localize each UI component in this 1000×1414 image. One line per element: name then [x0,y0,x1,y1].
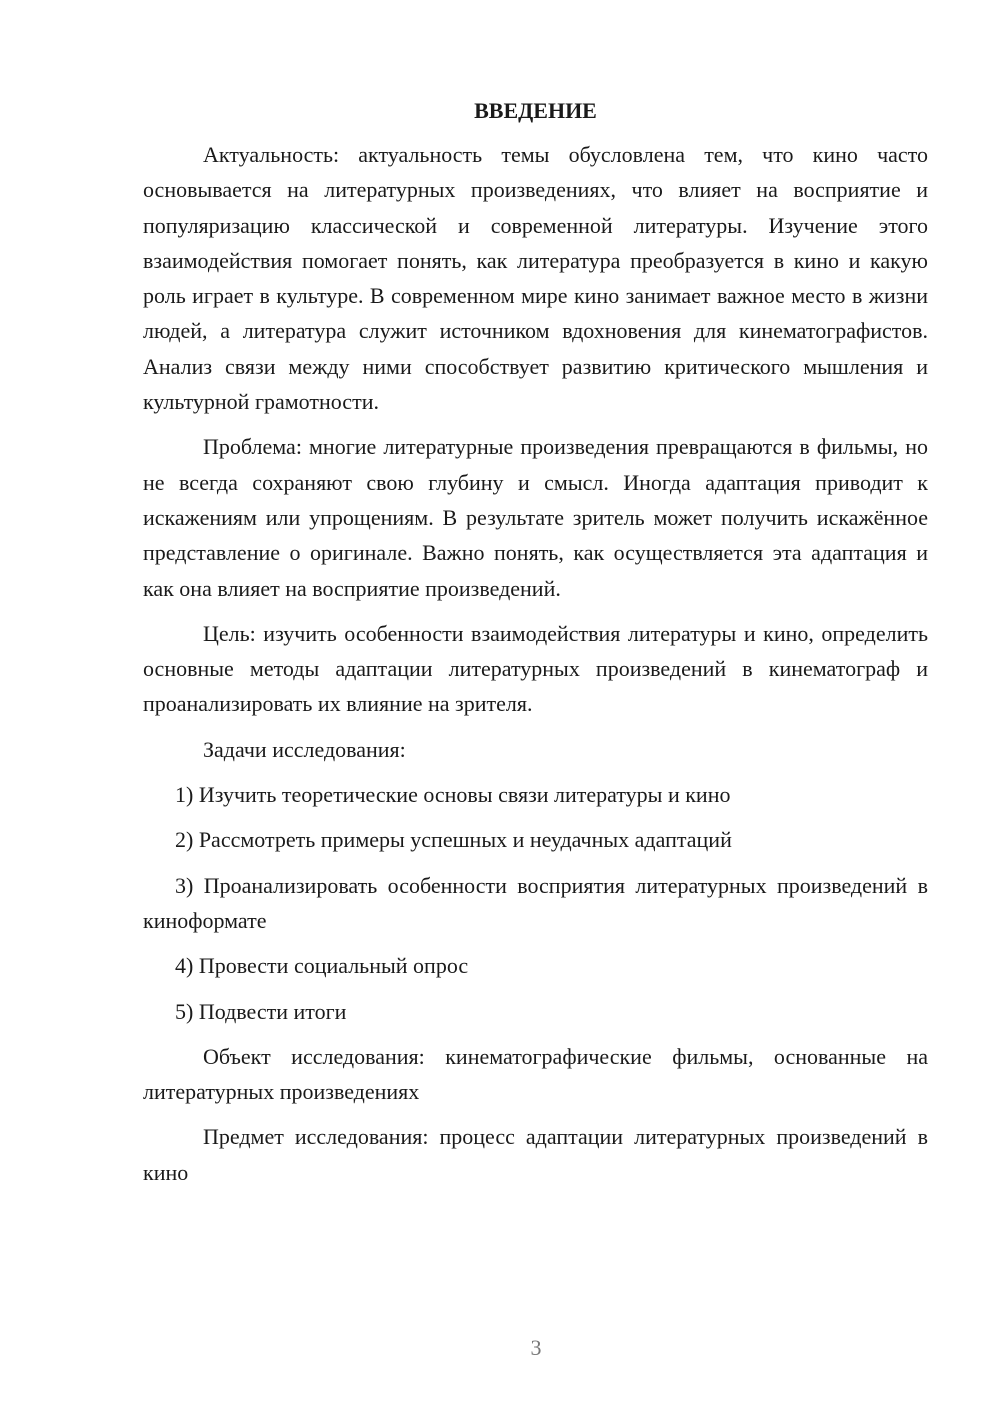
task-item-2: 2) Рассмотреть примеры успешных и неудачных адаптаций [175,827,732,853]
task-item-4: 4) Провести социальный опрос [175,953,469,979]
page-content [143,95,928,1200]
task-item-3: 3) Проанализировать особенности восприятия литературных произведений в киноформате [143,872,928,933]
tasks-heading: Задачи исследования: [203,736,406,762]
page-title: ВВЕДЕНИЕ [474,98,597,123]
task-item-1: 1) Изучить теоретические основы связи литературы и кино [175,782,731,808]
relevance-paragraph: Актуальность: актуальность темы обусловлена тем, что кино часто основывается на литературных произведениях, что влияет на восприятие и популяризацию классической и современной литературы. Изучение этого взаимодействия помогает понять, как литература преобразуется в кино и какую роль играет в культуре. В современном мире кино занимает важное место в жизни людей, а литература служит источником вдохновения для кинематографистов. Анализ связи между ними способствует развитию критического мышления и культурной грамотности. [143,142,928,415]
goal-paragraph: Цель: изучить особенности взаимодействия литературы и кино, определить основные методы адаптации литературных произведений в кинематограф и проанализировать их влияние на зрителя. [143,620,928,717]
subject-paragraph: Предмет исследования: процесс адаптации литературных произведений в кино [143,1124,928,1185]
task-item-5: 5) Подвести итоги [175,998,347,1024]
page-number: 3 [530,1335,542,1360]
problem-paragraph: Проблема: многие литературные произведения превращаются в фильмы, но не всегда сохраняют свою глубину и смысл. Иногда адаптация приводит к искажениям или упрощениям. В результате зритель может получить искажённое представление о оригинале. Важно понять, как осуществляется эта адаптация и как она влияет на восприятие произведений. [143,434,928,601]
object-paragraph: Объект исследования: кинематографические фильмы, основанные на литературных произведениях [143,1043,928,1105]
